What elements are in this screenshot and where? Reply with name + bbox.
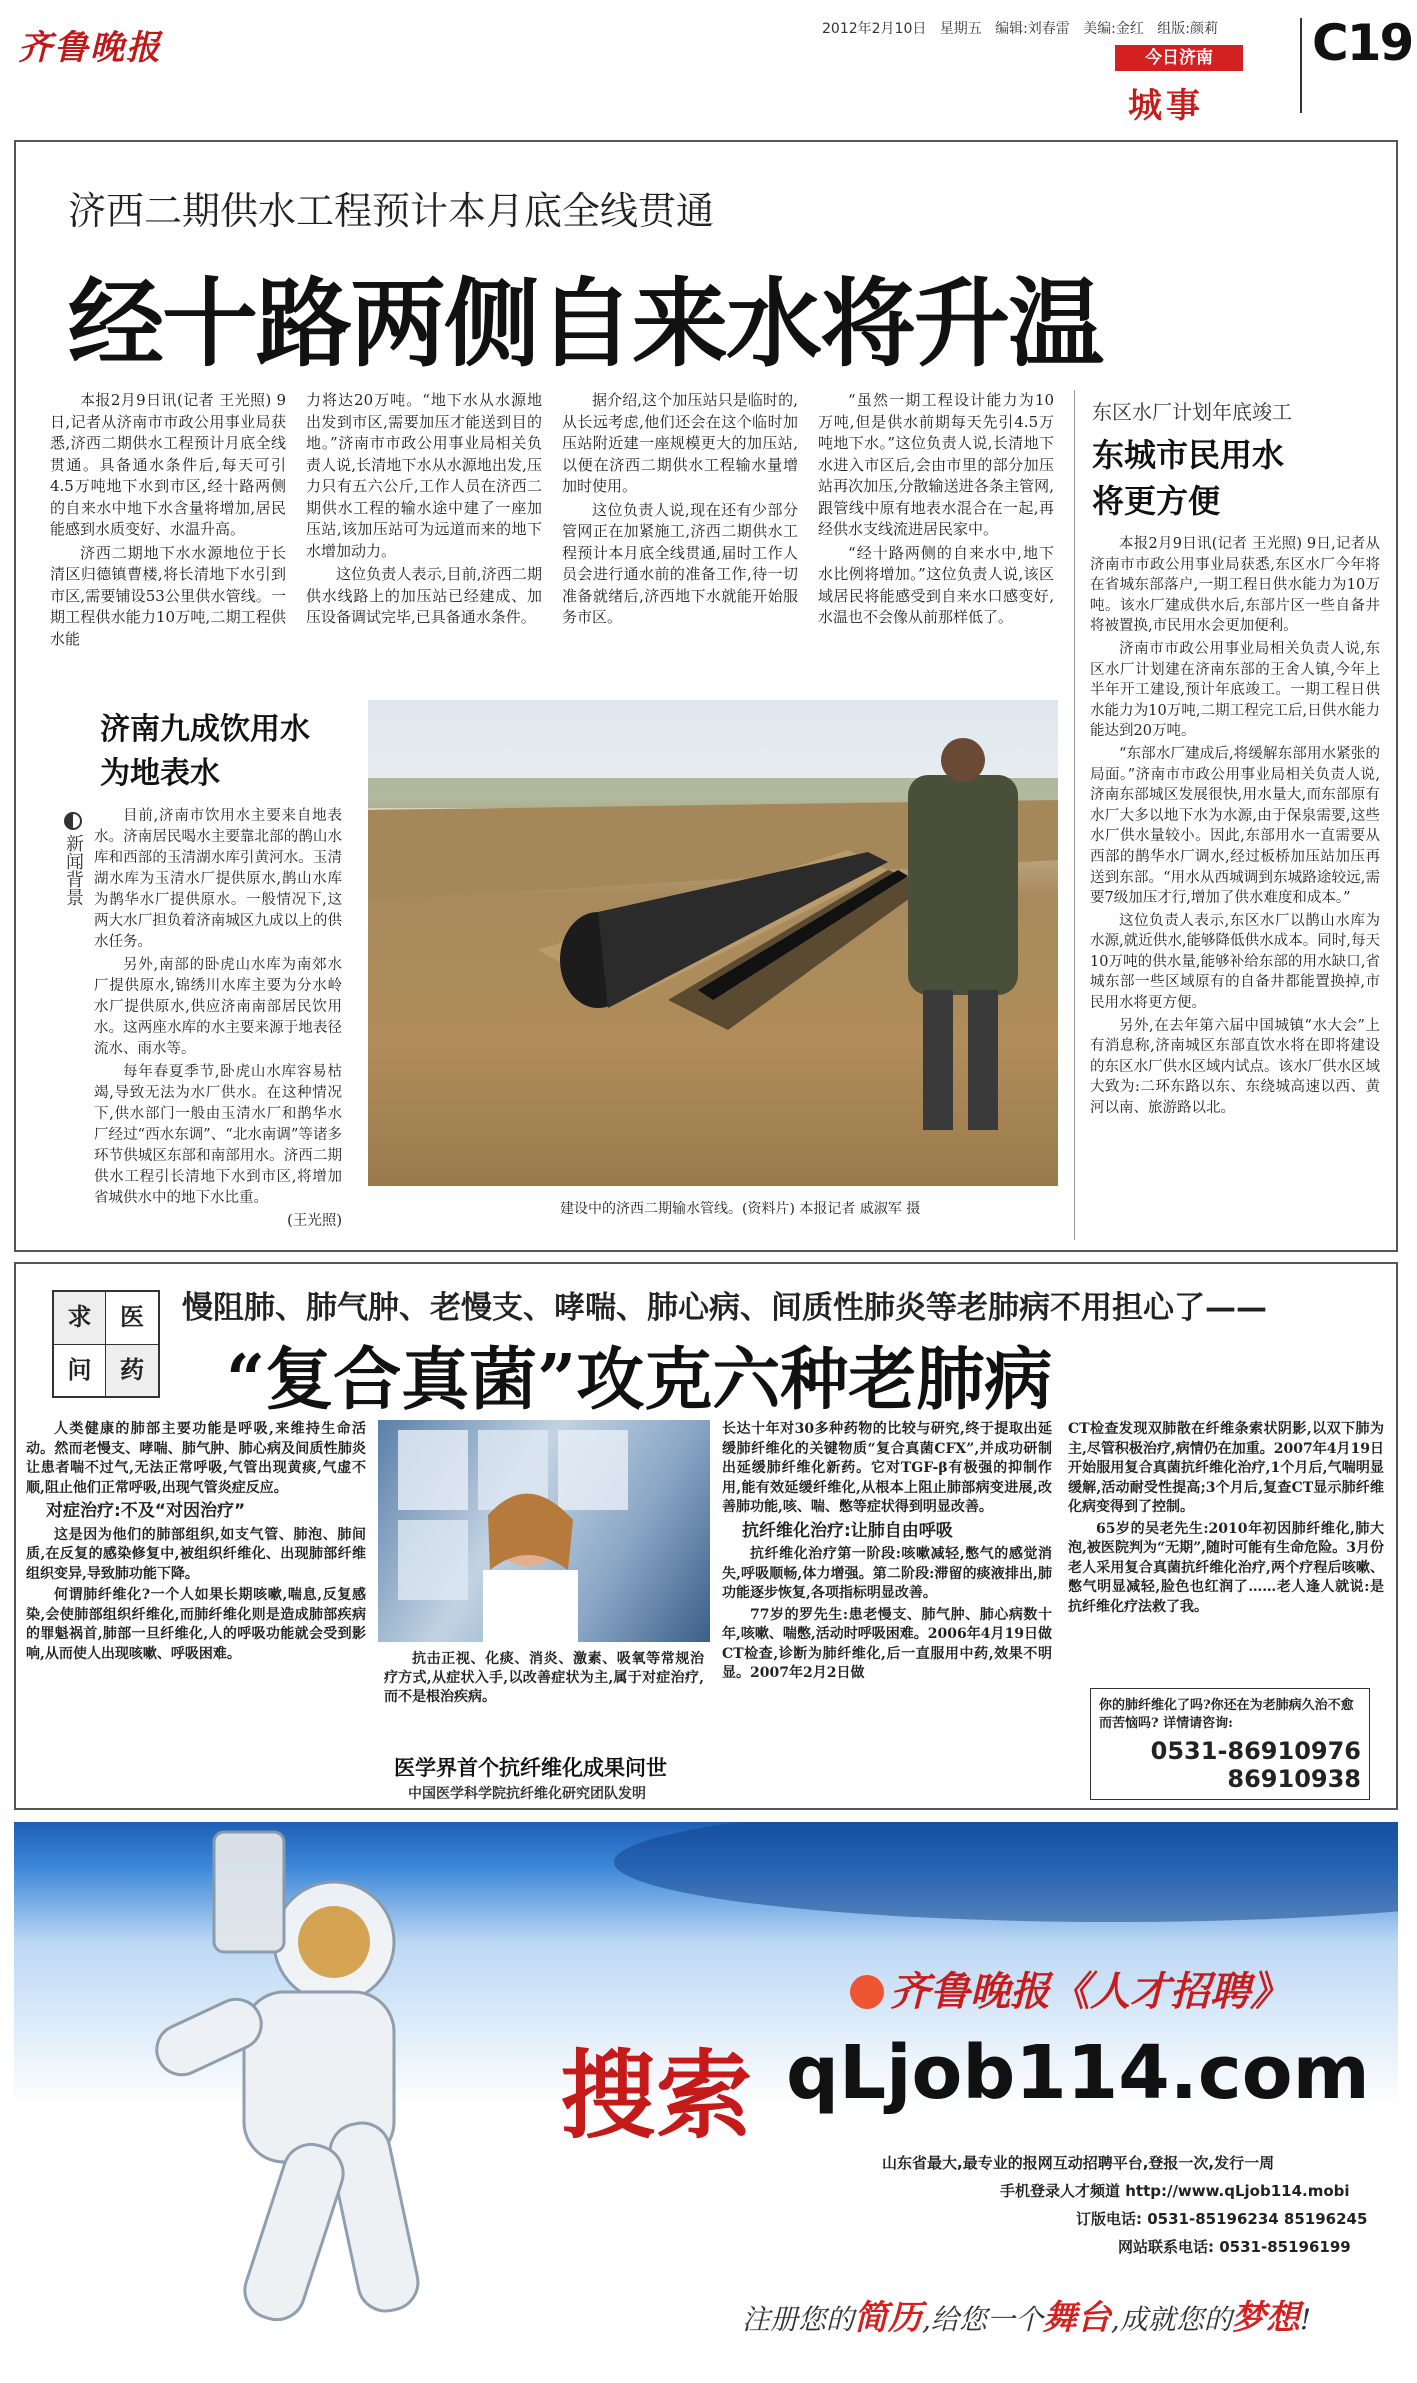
slogan-word-3: 梦想	[1231, 2298, 1300, 2338]
jobs-search-word: 搜索	[560, 2039, 752, 2152]
health-col-1	[26, 1420, 366, 1666]
jobs-slogan	[742, 2290, 1311, 2339]
jobs-mobile: 手机登录人才频道 http://www.qLjob114.mobi	[1000, 2182, 1350, 2200]
side-p2: 济南市市政公用事业局相关负责人说,东区水厂计划建在济南东部的王舍人镇,今年上半年开工建设,预计年底竣工。一期工程日供水能力为10万吨,二期工程完工后,日供水能力能达到20万吨。	[1090, 640, 1380, 740]
lead-headline: 经十路两侧自来水将升温	[68, 268, 1102, 380]
lead-col2-p1: 力将达20万吨。“地下水从水源地出发到市区,需要加压才能送到目的地。”济南市市政公用事业局相关负责人说,长清地下水从水源地出发,压力只有五六公斤,工作人员在济西二期供水工程的输水途中建了一座加压站,该加压站可为远道而来的地下水增加动力。	[306, 391, 542, 560]
lead-col1-p1: 本报2月9日讯(记者 王光照) 9日,记者从济南市市政公用事业局获悉,济西二期供水工程预计月底全线贯通。具备通水条件后,每天可引4.5万吨地下水到市区,经十路两侧的自来水中地下水含量将增加,居民能感到水质变好、水温升高。	[50, 391, 286, 538]
jobs-tagline: 山东省最大,最专业的报网互动招聘平台,登报一次,发行一周	[882, 2154, 1275, 2172]
health-ad-subtitle: 慢阻肺、肺气肿、老慢支、哮喘、肺心病、间质性肺炎等老肺病不用担心了——	[182, 1290, 1267, 1326]
slogan-part-1: 注册您的	[742, 2303, 855, 2336]
header-divider	[1300, 18, 1302, 113]
bg-headline-line1: 济南九成饮用水	[100, 712, 310, 747]
bg-tag-icon	[64, 812, 82, 830]
lead-col2-p2: 这位负责人表示,目前,济西二期供水线路上的加压站已经建成、加压设备调试完毕,已具备通水条件。	[306, 565, 542, 626]
slogan-part-2: ,给您一个	[922, 2303, 1043, 2336]
health-col1-p2: 这是因为他们的肺部组织,如支气管、肺泡、肺间质,在反复的感染修复中,被组织纤维化、出现肺部纤维组织变异,导致肺功能下降。	[26, 1526, 366, 1582]
slogan-end: !	[1299, 2303, 1312, 2336]
hotline-question: 你的肺纤维化了吗?你还在为老肺病久治不愈而苦恼吗? 详情请咨询:	[1099, 1698, 1354, 1731]
bg-p4: (王光照)	[287, 1213, 342, 1229]
health-col-3	[722, 1420, 1052, 1686]
health-sub-headline: 医学界首个抗纤维化成果问世	[394, 1756, 667, 1780]
bg-headline-line2: 为地表水	[100, 756, 220, 791]
jobs-brand	[850, 1960, 1290, 2017]
lead-column-3	[562, 390, 798, 631]
side-kicker: 东区水厂计划年底竣工	[1092, 400, 1292, 424]
side-p3: “东部水厂建成后,将缓解东部用水紧张的局面。”济南市市政公用事业局相关负责人说,济南东部城区发展很快,用水量大,而东部原有水厂大多以地下水为水源,由于保泉需要,这些水厂供水量较小。因此,东部用水一直需要从西部的鹊华水厂调水,经过板桥加压站加压再送到东部。“用水从西城调到东城路途较远,需要7级加压才行,增加了供水难度和成本。”	[1090, 745, 1380, 907]
health-col3-sub: 抗纤维化治疗:让肺自由呼吸	[742, 1520, 953, 1541]
bg-story-body	[94, 806, 342, 1234]
health-col3-p1: 长达十年对30多种药物的比较与研究,终于提取出延缓肺纤维化的关键物质“复合真菌CFX”,并成功研制出延缓肺纤维化新药。它对TGF-β有极强的抑制作用,能有效延缓纤维化,从根本上阻止肺部病变进展,改善肺功能,咳、喘、憋等症状得到明显改善。	[722, 1421, 1052, 1515]
health-col-4	[1068, 1420, 1384, 1619]
badge-char-1: 求	[54, 1292, 106, 1345]
health-photo-scene	[378, 1420, 710, 1642]
health-photo-caption	[384, 1650, 704, 1709]
side-headline-line2: 将更方便	[1092, 482, 1221, 520]
page-header	[0, 0, 1417, 130]
bg-tag-text: 新闻背景	[63, 834, 84, 906]
lead-column-1	[50, 390, 286, 652]
lead-col3-p2: 这位负责人说,现在还有少部分管网正在加紧施工,济西二期供水工程预计本月底全线贯通,届时工作人员会进行通水前的准备工作,待一切准备就绪后,济西地下水就能开始服务市区。	[562, 500, 798, 626]
side-headline-line1: 东城市民用水	[1092, 436, 1285, 474]
lead-col1-p2: 济西二期地下水水源地位于长清区归德镇曹楼,将长清地下水引到市区,需要铺设53公里供水管线。一期工程供水能力10万吨,二期工程供水能	[50, 543, 286, 648]
page-number: C19	[1312, 14, 1413, 72]
header-layout: 组版:颜莉	[1157, 21, 1218, 37]
section-tag: 今日济南	[1115, 45, 1243, 71]
header-weekday: 星期五	[939, 21, 982, 37]
lead-column-4	[818, 390, 1054, 631]
lead-col4-p1: “虽然一期工程设计能力为10万吨,但是供水前期每天先引4.5万吨地下水。”这位负责人说,长清地下水进入市区后,会由市里的部分加压站再次加压,分散输送进各条主管网,跟管线中原有地表水混合在一起,再经供水支线流进居民家中。	[818, 391, 1054, 538]
badge-char-4: 药	[106, 1345, 158, 1397]
header-art: 美编:金红	[1083, 21, 1144, 37]
header-editor: 编辑:刘春雷	[995, 21, 1070, 37]
lead-col4-p2: “经十路两侧的自来水中,地下水比例将增加。”这位负责人说,该区域居民将能感受到自来水口感变好,水温也不会像从前那样低了。	[818, 543, 1054, 626]
news-photo	[368, 700, 1058, 1186]
jobs-sub-phone: 订版电话: 0531-85196234 85196245	[1076, 2210, 1368, 2228]
slogan-word-2: 舞台	[1042, 2298, 1111, 2338]
badge-char-3: 问	[54, 1345, 106, 1397]
jobs-site-phone: 网站联系电话: 0531-85196199	[1118, 2238, 1351, 2256]
health-col1-sub: 对症治疗:不及“对因治疗”	[46, 1501, 246, 1521]
section-title: 城事	[1128, 86, 1204, 126]
health-ad-title: “复合真菌”攻克六种老肺病	[226, 1340, 1053, 1420]
jobs-brand-icon	[850, 1975, 884, 2009]
health-hotline-box	[1090, 1688, 1370, 1800]
header-meta	[822, 18, 1218, 38]
bg-vertical-tag	[62, 812, 84, 912]
bg-p2: 另外,南部的卧虎山水库为南郊水厂提供原水,锦绣川水库主要为分水岭水厂提供原水,供应济南南部居民饮用水。这两座水库的水主要来源于地表径流水、雨水等。	[94, 957, 342, 1057]
lead-column-2	[306, 390, 542, 631]
slogan-part-3: ,成就您的	[1110, 2303, 1232, 2336]
header-date: 2012年2月10日	[822, 21, 927, 37]
side-p4: 这位负责人表示,东区水厂以鹊山水库为水源,就近供水,能够降低供水成本。同时,每天10万吨的供水量,能够补给东部的用水缺口,省城东部一些区域原有的自备井都能置换掉,市民用水将更方便。	[1090, 912, 1380, 1012]
photo-scene	[368, 700, 1058, 1186]
health-col1-p3: 何谓肺纤维化?一个人如果长期咳嗽,喘息,反复感染,会使肺部组织纤维化,而肺纤维化则是造成肺部疾病的罪魁祸首,肺部一旦纤维化,人的呼吸功能就会受到影响,从而使人出现咳嗽、呼吸困难。	[26, 1587, 366, 1662]
badge-char-2: 医	[106, 1292, 158, 1345]
slogan-word-1: 简历	[854, 2298, 923, 2338]
bg-p3: 每年春夏季节,卧虎山水库容易枯竭,导致无法为水厂供水。在这种情况下,供水部门一般由玉清水厂和鹊华水厂经过“西水东调”、“北水南调”等诸多环节供城区东部和南部用水。济西二期供水工程引长清地下水到市区,将增加省城供水中的地下水比重。	[94, 1064, 342, 1206]
jobs-brand-text: 齐鲁晚报《人才招聘》	[890, 1968, 1290, 2015]
photo-caption: 建设中的济西二期输水管线。(资料片) 本报记者 戚淑军 摄	[560, 1201, 921, 1217]
health-sub-source: 中国医学科学院抗纤维化研究团队发明	[408, 1786, 646, 1802]
hotline-phone-2: 86910938	[1227, 1765, 1361, 1793]
side-story-body	[1090, 534, 1380, 1121]
health-col4-p1: CT检查发现双肺散在纤维条索状阴影,以双下肺为主,尽管积极治疗,病情仍在加重。2007年4月19日开始服用复合真菌抗纤维化治疗,1个月后,气喘明显缓解,活动耐受性提高;3个月后,复查CT显示肺纤维化病变得到了控制。	[1068, 1421, 1384, 1515]
bg-p1: 目前,济南市饮用水主要来自地表水。济南居民喝水主要靠北部的鹊山水库和西部的玉清湖水库引黄河水。玉清湖水库为玉清水厂提供原水,鹊山水库为鹊华水厂提供原水。一般情况下,这两大水厂担负着济南城区九成以上的供水任务。	[94, 808, 342, 950]
side-p5: 另外,在去年第六届中国城镇“水大会”上有消息称,济南城区东部直饮水将在即将建设的东区水厂供水区域内试点。该水厂供水区域大致为:二环东路以东、东绕城高速以西、黄河以南、旅游路以北。	[1090, 1017, 1380, 1117]
side-story-divider	[1074, 390, 1075, 1240]
health-photo	[378, 1420, 710, 1642]
health-col4-p2: 65岁的吴老先生:2010年初因肺纤维化,肺大泡,被医院判为“无期”,随时可能有生命危险。3月份老人采用复合真菌抗纤维化治疗,两个疗程后咳嗽、憋气明显减轻,脸色也红润了……老人逢人就说:是抗纤维化疗法救了我。	[1068, 1520, 1384, 1615]
newspaper-logo: 齐鲁晚报	[18, 28, 162, 68]
lead-kicker: 济西二期供水工程预计本月底全线贯通	[68, 189, 715, 233]
lead-col3-p1: 据介绍,这个加压站只是临时的,从长远考虑,他们还会在这个临时加压站附近建一座规模更大的加压站,以便在济西二期供水工程输水量增加时使用。	[562, 391, 798, 495]
health-col1-p1: 人类健康的肺部主要功能是呼吸,来维持生命活动。然而老慢支、哮喘、肺气肿、肺心病及间质性肺炎让患者喘不过气,无法正常呼吸,气管出现黄痰,气虚不顺,阻止他们正常呼吸,出现气管炎症反应。	[26, 1421, 366, 1496]
jobs-url[interactable]: qLjob114.com	[786, 2030, 1370, 2116]
side-p1: 本报2月9日讯(记者 王光照) 9日,记者从济南市市政公用事业局获悉,东区水厂今年将在省城东部落户,一期工程日供水能力为10万吨。该水厂建成供水后,东部片区一些自备井将被置换,市民用水会更加便利。	[1090, 536, 1380, 635]
health-photo-text: 抗击正视、化痰、消炎、激素、吸氧等常规治疗方式,从症状入手,以改善症状为主,属于对症治疗,而不是根治疾病。	[384, 1651, 704, 1705]
health-col3-p2: 抗纤维化治疗第一阶段:咳嗽减轻,憋气的感觉消失,呼吸顺畅,体力增强。第二阶段:滞留的痰液排出,肺功能逐步恢复,各项指标明显改善。	[722, 1546, 1052, 1601]
health-ad-badge	[52, 1290, 160, 1398]
hotline-phone-1: 0531-86910976	[1150, 1737, 1361, 1765]
health-col3-p3: 77岁的罗先生:患老慢支、肺气肿、肺心病数十年,咳嗽、喘憋,活动时呼吸困难。2006年4月19日做CT检查,诊断为肺纤维化,后一直服用中药,效果不明显。2007年2月2日做	[722, 1606, 1052, 1681]
